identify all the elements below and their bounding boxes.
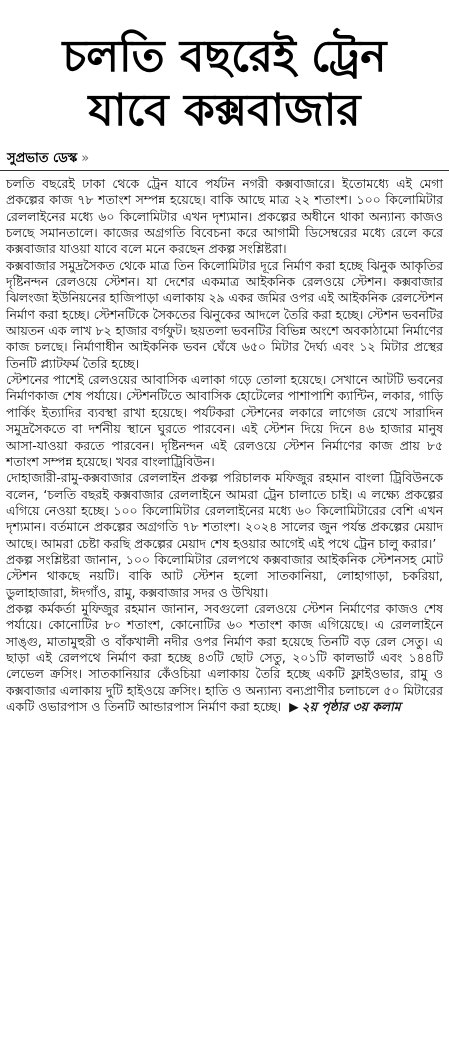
headline-line-2: যাবে কক্সবাজার (88, 85, 361, 136)
paragraph-1: চলতি বছরেই ঢাকা থেকে ট্রেন যাবে পর্যটন নগরী কক্সবাজারে। ইতোমধ্যে এই মেগা প্রকল্পের কাজ ৭৮ শতাংশ সম্পন্ন হয়েছে। বাকি আছে মাত্র ২২ শতাংশ। ১০০ কিলোমিটার রেললাইনের মধ্যে ৬০ কিলোমিটার এখন দৃশ্যমান। প্রকল্পের অধীনে থাকা অন্যান্য কাজও চলছে সমানতালে। কাজের অগ্রগতি বিবেচনা করে আগামী ডিসেম্বরের মধ্যে রেলে করে কক্সবাজার যাওয়া যাবে বলে মনে করছেন প্রকল্প সংশ্লিষ্টরা। (6, 176, 443, 257)
continued-note (281, 699, 400, 714)
paragraph-6 (6, 601, 443, 715)
headline-line-1: চলতি বছরেই ট্রেন (62, 31, 387, 82)
article-body (6, 176, 443, 715)
headline (7, 0, 442, 138)
play-triangle-icon: ▶ (289, 699, 299, 714)
byline-text: সুপ্রভাত ডেস্ক (7, 151, 78, 166)
paragraph-3: স্টেশনের পাশেই রেলওয়ের আবাসিক এলাকা গড়ে তোলা হয়েছে। সেখানে আটটি ভবনের নির্মাণকাজ শেষ পর্যায়ে। স্টেশনটিতে আবাসিক হোটেলের পাশাপাশি ক্যান্টিন, লকার, গাড়ি পার্কিং ইত্যাদির ব্যবস্থা রাখা হয়েছে। পর্যটকরা স্টেশনের লকারে লাগেজ রেখে সারাদিন সমুদ্রসৈকতে বা দর্শনীয় স্থানে ঘুরতে পারবেন। এই স্টেশন দিয়ে দিনে ৪৬ হাজার মানুষ আসা-যাওয়া করতে পারবেন। দৃষ্টিনন্দন এই রেলওয়ে স্টেশন নির্মাণের কাজ প্রায় ৮৫ শতাংশ সম্পন্ন হয়েছে। খবর বাংলাট্রিবিউন। (6, 372, 443, 469)
paragraph-6-text: প্রকল্প কর্মকর্তা মুফিজুর রহমান জানান, সবগুলো রেলওয়ে স্টেশন নির্মাণের কাজও শেষ পর্যায়ে। কোনোটির ৮০ শতাংশ, কোনোটির ৬০ শতাংশ কাজ এগিয়েছে। এ রেললাইনে সাঙ্গু, মাতামুহুরী ও বাঁকখালী নদীর ওপর নির্মাণ করা হয়েছে তিনটি বড় রেল সেতু। এ ছাড়া এই রেলপথে নির্মাণ করা হচ্ছে ৪৩টি ছোট সেতু, ২০১টি কালভার্ট এবং ১৪৪টি লেভেল ক্রসিং। সাতকানিয়ার কেঁওচিয়া এলাকায় তৈরি হচ্ছে একটি ফ্লাইওভার, রামু ও কক্সবাজার এলাকায় দুটি হাইওয়ে ক্রসিং। হাতি ও অন্যান্য বন্যপ্রাণীর চলাচলে ৫০ মিটারের একটি ওভারপাস ও তিনটি আন্ডারপাস নির্মাণ করা হচ্ছে। (6, 600, 443, 714)
paragraph-5: প্রকল্প সংশ্লিষ্টরা জানান, ১০০ কিলোমিটার রেলপথে কক্সবাজার আইকনিক স্টেশনসহ মোট স্টেশন থাকছে নয়টি। বাকি আট স্টেশন হলো সাতকানিয়া, লোহাগাড়া, চকরিয়া, ডুলাহাজারা, ঈদগাঁও, রামু, কক্সবাজার সদর ও উখিয়া। (6, 551, 443, 600)
byline-divider (0, 170, 449, 171)
byline (7, 149, 89, 170)
paragraph-2: কক্সবাজার সমুদ্রসৈকত থেকে মাত্র তিন কিলোমিটার দূরে নির্মাণ করা হচ্ছে ঝিনুক আকৃতির দৃষ্টিনন্দন রেলওয়ে স্টেশন। যা দেশের একমাত্র আইকনিক রেলওয়ে স্টেশন। কক্সবাজার ঝিলংজা ইউনিয়নের হাজিপাড়া এলাকায় ২৯ একর জমির ওপর এই আইকনিক রেলস্টেশন নির্মাণ করা হচ্ছে। স্টেশনটিকে সৈকতের ঝিনুকের আদলে তৈরি করা হচ্ছে। স্টেশন ভবনটির আয়তন এক লাখ ৮২ হাজার বর্গফুট। ছয়তলা ভবনটির বিভিন্ন অংশে অবকাঠামো নির্মাণের কাজ চলছে। নির্মাণাধীন আইকনিক ভবন ঘেঁষে ৬৫০ মিটার দৈর্ঘ্য এবং ১২ মিটার প্রস্থের তিনটি প্ল্যাটফর্ম তৈরি হচ্ছে। (6, 257, 443, 371)
byline-arrow-icon: » (81, 151, 90, 166)
paragraph-4: দোহাজারী-রামু-কক্সবাজার রেললাইন প্রকল্প পরিচালক মফিজুর রহমান বাংলা ট্রিবিউনকে বলেন, ‘চলতি বছরই কক্সবাজার রেললাইনে আমরা ট্রেন চালাতে চাই। এ লক্ষ্যে প্রকল্পের এগিয়ে নেওয়া হচ্ছে। ১০০ কিলোমিটার রেললাইনের মধ্যে ৬০ কিলোমিটারের বেশি এখন দৃশ্যমান। বর্তমানে প্রকল্পের অগ্রগতি ৭৮ শতাংশ। ২০২৪ সালের জুন পর্যন্ত প্রকল্পের মেয়াদ আছে। আমরা চেষ্টা করছি প্রকল্পের মেয়াদ শেষ হওয়ার আগেই এই পথে ট্রেন চালু করার।’ (6, 470, 443, 551)
continued-text: ২য় পৃষ্ঠার ৩য় কলাম (301, 699, 401, 714)
